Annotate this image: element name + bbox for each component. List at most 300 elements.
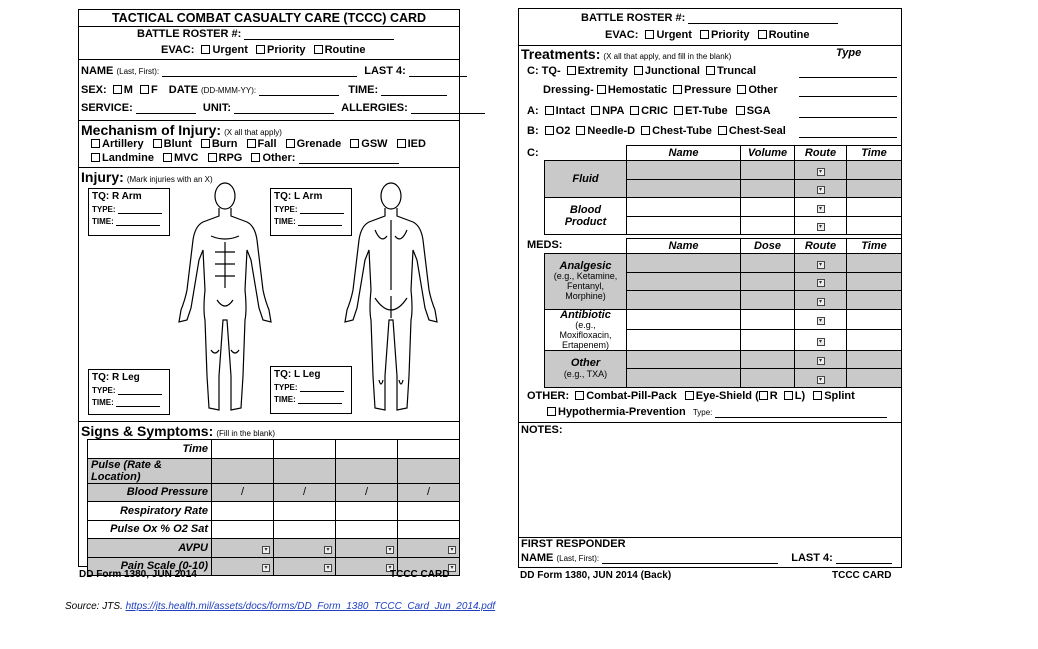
blood-row	[545, 198, 902, 217]
back-evac-routine-checkbox[interactable]	[758, 30, 767, 39]
eye-shield-l-checkbox[interactable]	[784, 391, 793, 400]
breathing-chest-seal-checkbox[interactable]	[718, 126, 727, 135]
fluid-route-select[interactable]	[795, 179, 847, 198]
vitals-cell[interactable]	[398, 458, 460, 483]
vitals-row-label: Pulse Ox % O2 Sat	[88, 520, 212, 539]
med-name-cell[interactable]	[627, 291, 741, 310]
med-dose-cell[interactable]	[741, 309, 795, 330]
allergies-label: ALLERGIES:	[341, 102, 408, 114]
sex-date-row	[81, 84, 447, 96]
tq-r-leg-time-field[interactable]	[116, 398, 160, 407]
blood-name-cell[interactable]	[627, 216, 741, 235]
blood-name-cell[interactable]	[627, 198, 741, 217]
airway-cric-checkbox[interactable]	[630, 106, 639, 115]
sex-label: SEX:	[81, 84, 107, 96]
back-evac-priority-label: Priority	[711, 29, 750, 41]
breathing-label: B:	[527, 125, 539, 137]
med-dose-cell[interactable]	[741, 272, 795, 291]
fluid-header-name: Name	[627, 146, 741, 161]
vitals-table	[87, 439, 460, 576]
back-evac-routine-label: Routine	[768, 29, 810, 41]
fluid-route-select[interactable]	[795, 161, 847, 180]
vitals-avpu-row	[88, 539, 460, 558]
vitals-cell[interactable]	[274, 440, 336, 459]
med-route-select[interactable]	[795, 330, 847, 351]
treatments-heading	[521, 46, 731, 62]
battle-roster-label: BATTLE ROSTER #:	[137, 28, 242, 40]
med-name-cell[interactable]	[627, 330, 741, 351]
service-row	[81, 102, 485, 114]
dropdown-arrow-icon: ▾	[817, 338, 825, 346]
eye-shield-r-checkbox[interactable]	[759, 391, 768, 400]
med-dose-cell[interactable]	[741, 291, 795, 310]
unit-label: UNIT:	[202, 102, 231, 114]
blood-time-cell[interactable]	[847, 216, 902, 235]
blood-product-label: Blood Product	[545, 198, 627, 235]
avpu-select[interactable]	[336, 539, 398, 558]
vitals-cell[interactable]	[336, 458, 398, 483]
dressing-hemostatic-checkbox[interactable]	[597, 85, 606, 94]
tq-truncal-checkbox[interactable]	[706, 66, 715, 75]
tq-l-arm-type-field[interactable]	[300, 205, 344, 214]
bp-cell[interactable]: /	[212, 483, 274, 502]
c-tq-type-field[interactable]	[799, 67, 897, 78]
vitals-cell[interactable]	[336, 502, 398, 521]
moi-grenade-checkbox[interactable]	[286, 139, 295, 148]
breathing-needle-d-checkbox[interactable]	[576, 126, 585, 135]
sex-m-checkbox[interactable]	[113, 85, 122, 94]
dropdown-arrow-icon: ▾	[448, 564, 456, 572]
antibiotic-row	[545, 309, 902, 330]
vitals-bp-row	[88, 483, 460, 502]
fluid-header-volume: Volume	[741, 146, 795, 161]
c-tq-row	[527, 65, 756, 77]
med-name-cell[interactable]	[627, 369, 741, 388]
dressing-type-field[interactable]	[799, 86, 897, 97]
vitals-row-label: Pain Scale (0-10)	[88, 557, 212, 576]
airway-sga-checkbox[interactable]	[736, 106, 745, 115]
analgesic-row	[545, 254, 902, 273]
meds-header-row	[545, 239, 902, 254]
evac-urgent-label: Urgent	[212, 44, 248, 56]
blood-time-cell[interactable]	[847, 198, 902, 217]
source-citation	[65, 601, 495, 612]
tq-r-arm-time-label: TIME:	[92, 217, 114, 226]
fr-last4-field[interactable]	[836, 553, 892, 564]
pain-select[interactable]	[212, 557, 274, 576]
moi-fall-label: Fall	[257, 138, 277, 150]
airway-intact-checkbox[interactable]	[545, 106, 554, 115]
evac-routine-label: Routine	[324, 44, 366, 56]
tq-l-leg-box	[270, 366, 352, 414]
dressing-other-checkbox[interactable]	[737, 85, 746, 94]
moi-ied-checkbox[interactable]	[397, 139, 406, 148]
meds-header-time: Time	[847, 239, 902, 254]
back-battle-roster-field[interactable]	[688, 13, 838, 24]
vitals-cell[interactable]	[212, 520, 274, 539]
airway-et-tube-label: ET-Tube	[685, 105, 728, 117]
vitals-row-label: Pulse (Rate & Location)	[88, 458, 212, 483]
med-time-cell[interactable]	[847, 272, 902, 291]
fr-last4-label: LAST 4:	[791, 552, 833, 564]
dropdown-arrow-icon: ▾	[817, 261, 825, 269]
vitals-cell[interactable]	[212, 502, 274, 521]
vitals-row-label: Respiratory Rate	[88, 502, 212, 521]
fluid-label: Fluid	[545, 161, 627, 198]
airway-row	[527, 105, 771, 117]
med-route-select[interactable]	[795, 254, 847, 273]
blood-route-select[interactable]	[795, 216, 847, 235]
tq-l-arm-time-label: TIME:	[274, 217, 296, 226]
injury-label: Injury:	[81, 169, 124, 185]
antibiotic-cell	[545, 309, 627, 350]
last4-field[interactable]	[409, 66, 467, 77]
first-responder-label: FIRST RESPONDER	[521, 538, 626, 550]
injury-hint: (Mark injuries with an X)	[126, 175, 213, 184]
back-evac-urgent-label: Urgent	[656, 29, 692, 41]
front-footer-left: DD Form 1380, JUN 2014	[79, 569, 197, 580]
moi-artillery-checkbox[interactable]	[91, 139, 100, 148]
notes-area[interactable]	[521, 439, 899, 535]
evac-row	[161, 44, 366, 56]
back-evac-label: EVAC:	[605, 29, 639, 41]
airway-type-field[interactable]	[799, 107, 897, 118]
back-footer-left: DD Form 1380, JUN 2014 (Back)	[520, 570, 672, 581]
name-field[interactable]	[162, 66, 357, 77]
allergies-field[interactable]	[411, 103, 485, 114]
eye-shield-checkbox[interactable]	[685, 391, 694, 400]
med-time-cell[interactable]	[847, 350, 902, 369]
evac-priority-label: Priority	[267, 44, 306, 56]
moi-mvc-checkbox[interactable]	[163, 153, 172, 162]
vitals-spo2-row	[88, 520, 460, 539]
blood-volume-cell[interactable]	[741, 198, 795, 217]
fr-name-label: NAME	[521, 552, 554, 564]
airway-npa-label: NPA	[602, 105, 625, 117]
med-time-cell[interactable]	[847, 330, 902, 351]
fluid-volume-cell[interactable]	[741, 179, 795, 198]
moi-blunt-label: Blunt	[163, 138, 192, 150]
med-name-cell[interactable]	[627, 254, 741, 273]
tccc-card-front	[78, 9, 460, 573]
med-time-cell[interactable]	[847, 309, 902, 330]
moi-rpg-label: RPG	[218, 152, 243, 164]
avpu-select[interactable]	[398, 539, 460, 558]
evac-routine-checkbox[interactable]	[314, 45, 323, 54]
breathing-o2-label: O2	[555, 125, 571, 137]
back-evac-urgent-checkbox[interactable]	[645, 30, 654, 39]
vitals-pulse-row	[88, 458, 460, 483]
airway-intact-label: Intact	[555, 105, 586, 117]
fluid-name-cell[interactable]	[627, 179, 741, 198]
sex-f-label: F	[150, 84, 158, 96]
moi-other-label: Other:	[262, 152, 296, 164]
breathing-o2-checkbox[interactable]	[545, 126, 554, 135]
vitals-cell[interactable]	[274, 520, 336, 539]
dressing-pressure-checkbox[interactable]	[673, 85, 682, 94]
vitals-cell[interactable]	[274, 458, 336, 483]
dropdown-arrow-icon: ▾	[817, 376, 825, 384]
tq-r-leg-time-label: TIME:	[92, 398, 114, 407]
service-field[interactable]	[136, 103, 196, 114]
first-responder-row	[521, 552, 892, 564]
eye-shield-label: Eye-Shield (	[695, 390, 759, 402]
blood-route-select[interactable]	[795, 198, 847, 217]
tq-junctional-checkbox[interactable]	[634, 66, 643, 75]
source-link[interactable]: https://jts.health.mil/assets/docs/forms/DD_Form_1380_TCCC_Card_Jun_2014.pdf	[125, 601, 496, 612]
vitals-time-row	[88, 440, 460, 459]
moi-gsw-label: GSW	[361, 138, 388, 150]
card-title: TACTICAL COMBAT CASUALTY CARE (TCCC) CARD	[111, 11, 427, 25]
tq-r-arm-box	[88, 188, 170, 236]
fluid-row	[545, 161, 902, 180]
dressing-hemostatic-label: Hemostatic	[607, 84, 668, 96]
vitals-cell[interactable]	[274, 502, 336, 521]
tq-l-arm-label: TQ: L Arm	[274, 191, 323, 202]
vitals-row-label: AVPU	[88, 539, 212, 558]
hypothermia-type-label: Type:	[692, 408, 713, 417]
source-prefix: Source: JTS.	[65, 601, 126, 612]
moi-row-2	[91, 152, 399, 164]
tq-l-arm-box	[270, 188, 352, 236]
name-label: NAME	[81, 65, 114, 77]
name-hint: (Last, First):	[116, 67, 160, 76]
meds-header-name: Name	[627, 239, 741, 254]
med-route-select[interactable]	[795, 350, 847, 369]
moi-gsw-checkbox[interactable]	[350, 139, 359, 148]
date-hint: (DD-MMM-YY):	[200, 86, 257, 95]
moi-heading	[81, 122, 282, 138]
dropdown-arrow-icon: ▾	[324, 546, 332, 554]
moi-rpg-checkbox[interactable]	[208, 153, 217, 162]
tq-r-leg-type-label: TYPE:	[92, 386, 116, 395]
dropdown-arrow-icon: ▾	[817, 317, 825, 325]
bp-cell[interactable]: /	[274, 483, 336, 502]
moi-row-1	[91, 138, 426, 150]
vitals-cell[interactable]	[398, 520, 460, 539]
tq-l-leg-label: TQ: L Leg	[274, 369, 321, 380]
body-back-diagram[interactable]	[341, 180, 441, 420]
splint-checkbox[interactable]	[813, 391, 822, 400]
tq-l-leg-type-field[interactable]	[300, 383, 344, 392]
fluid-header-row	[545, 146, 902, 161]
front-footer-right: TCCC CARD	[390, 569, 450, 580]
unit-field[interactable]	[234, 103, 334, 114]
tq-l-leg-time-label: TIME:	[274, 395, 296, 404]
airway-npa-checkbox[interactable]	[591, 106, 600, 115]
breathing-type-field[interactable]	[799, 127, 897, 138]
meds-label: MEDS:	[527, 239, 563, 251]
moi-burn-checkbox[interactable]	[201, 139, 210, 148]
vitals-cell[interactable]	[212, 458, 274, 483]
treatments-label: Treatments:	[521, 46, 601, 62]
dropdown-arrow-icon: ▾	[386, 546, 394, 554]
time-field[interactable]	[381, 85, 447, 96]
name-row	[81, 65, 467, 77]
moi-ied-label: IED	[407, 138, 426, 150]
vitals-cell[interactable]	[336, 520, 398, 539]
med-dose-cell[interactable]	[741, 254, 795, 273]
moi-grenade-label: Grenade	[296, 138, 342, 150]
fr-name-field[interactable]	[602, 553, 778, 564]
tq-junctional-label: Junctional	[644, 65, 700, 77]
last4-label: LAST 4:	[364, 65, 406, 77]
dropdown-arrow-icon: ▾	[817, 223, 825, 231]
hypothermia-label: Hypothermia-Prevention	[558, 406, 686, 418]
tq-r-leg-type-field[interactable]	[118, 386, 162, 395]
vitals-cell[interactable]	[212, 440, 274, 459]
fluid-time-cell[interactable]	[847, 161, 902, 180]
fluid-name-cell[interactable]	[627, 161, 741, 180]
dropdown-arrow-icon: ▾	[817, 357, 825, 365]
vitals-cell[interactable]	[398, 440, 460, 459]
other-med-label: Other	[570, 356, 601, 369]
breathing-chest-seal-label: Chest-Seal	[728, 125, 786, 137]
tq-r-arm-type-field[interactable]	[118, 205, 162, 214]
other-treatments-label: OTHER:	[527, 390, 570, 402]
fluid-time-cell[interactable]	[847, 179, 902, 198]
med-time-cell[interactable]	[847, 254, 902, 273]
analgesic-cell	[545, 254, 627, 310]
dropdown-arrow-icon: ▾	[817, 205, 825, 213]
analgesic-label: Analgesic	[559, 260, 612, 273]
fluid-volume-cell[interactable]	[741, 161, 795, 180]
tq-l-leg-time-field[interactable]	[298, 395, 342, 404]
moi-landmine-checkbox[interactable]	[91, 153, 100, 162]
other-med-examples: (e.g., TXA)	[563, 368, 608, 379]
meds-table	[544, 238, 902, 388]
body-front-diagram[interactable]	[175, 180, 275, 420]
battle-roster-row	[137, 28, 394, 40]
tq-r-leg-box	[88, 369, 170, 415]
tq-extremity-label: Extremity	[577, 65, 628, 77]
vitals-row-label: Time	[88, 440, 212, 459]
breathing-row	[527, 125, 786, 137]
evac-label: EVAC:	[161, 44, 195, 56]
moi-burn-label: Burn	[211, 138, 238, 150]
back-evac-row	[605, 29, 810, 41]
sex-f-checkbox[interactable]	[140, 85, 149, 94]
med-name-cell[interactable]	[627, 309, 741, 330]
moi-fall-checkbox[interactable]	[247, 139, 256, 148]
moi-label: Mechanism of Injury:	[81, 122, 222, 138]
evac-priority-checkbox[interactable]	[256, 45, 265, 54]
eye-shield-l-label: L)	[794, 390, 806, 402]
vitals-row-label: Blood Pressure	[88, 483, 212, 502]
tq-l-arm-time-field[interactable]	[298, 217, 342, 226]
tq-extremity-checkbox[interactable]	[567, 66, 576, 75]
tq-r-leg-label: TQ: R Leg	[92, 372, 140, 383]
dropdown-arrow-icon: ▾	[817, 186, 825, 194]
meds-header-route: Route	[795, 239, 847, 254]
dropdown-arrow-icon: ▾	[386, 564, 394, 572]
airway-cric-label: CRIC	[641, 105, 669, 117]
bp-cell[interactable]: /	[398, 483, 460, 502]
hypothermia-checkbox[interactable]	[547, 407, 556, 416]
med-time-cell[interactable]	[847, 369, 902, 388]
dropdown-arrow-icon: ▾	[448, 546, 456, 554]
evac-urgent-checkbox[interactable]	[201, 45, 210, 54]
dressing-other-label: Other	[748, 84, 778, 96]
service-label: SERVICE:	[81, 102, 133, 114]
med-dose-cell[interactable]	[741, 369, 795, 388]
splint-label: Splint	[824, 390, 855, 402]
avpu-select[interactable]	[274, 539, 336, 558]
tccc-card-back	[518, 8, 902, 568]
med-dose-cell[interactable]	[741, 350, 795, 369]
vitals-cell[interactable]	[336, 440, 398, 459]
dropdown-arrow-icon: ▾	[324, 564, 332, 572]
tq-r-arm-label: TQ: R Arm	[92, 191, 142, 202]
other-treatments-row	[527, 390, 855, 402]
antibiotic-label: Antibiotic	[560, 308, 611, 321]
moi-landmine-label: Landmine	[102, 152, 154, 164]
dropdown-arrow-icon: ▾	[262, 564, 270, 572]
combat-pill-pack-checkbox[interactable]	[575, 391, 584, 400]
tq-r-arm-type-label: TYPE:	[92, 205, 116, 214]
moi-other-field[interactable]	[299, 153, 399, 164]
moi-blunt-checkbox[interactable]	[153, 139, 162, 148]
pain-select[interactable]	[336, 557, 398, 576]
back-battle-roster-label: BATTLE ROSTER #:	[581, 12, 686, 24]
med-route-select[interactable]	[795, 291, 847, 310]
med-name-cell[interactable]	[627, 350, 741, 369]
dressing-label: Dressing-	[543, 84, 594, 96]
back-evac-priority-checkbox[interactable]	[700, 30, 709, 39]
dropdown-arrow-icon: ▾	[817, 168, 825, 176]
notes-label: NOTES:	[521, 424, 563, 436]
meds-header-dose: Dose	[741, 239, 795, 254]
other-med-row	[545, 350, 902, 369]
hypothermia-type-field[interactable]	[715, 407, 887, 418]
med-time-cell[interactable]	[847, 291, 902, 310]
vitals-cell[interactable]	[398, 502, 460, 521]
antibiotic-examples: (e.g., Moxifloxacin, Ertapenem)	[559, 319, 612, 350]
circulation-label: C:	[527, 147, 539, 159]
dressing-row	[543, 84, 778, 96]
med-name-cell[interactable]	[627, 272, 741, 291]
type-header: Type	[836, 47, 862, 59]
fluid-header-time: Time	[847, 146, 902, 161]
date-field[interactable]	[259, 85, 339, 96]
dropdown-arrow-icon: ▾	[817, 298, 825, 306]
tq-r-arm-time-field[interactable]	[116, 217, 160, 226]
other-med-cell	[545, 350, 627, 387]
airway-et-tube-checkbox[interactable]	[674, 106, 683, 115]
pain-select[interactable]	[274, 557, 336, 576]
treatments-hint: (X all that apply, and fill in the blank)	[603, 52, 732, 61]
moi-mvc-label: MVC	[174, 152, 199, 164]
tq-l-arm-type-label: TYPE:	[274, 205, 298, 214]
breathing-needle-d-label: Needle-D	[587, 125, 636, 137]
hypothermia-row	[547, 406, 887, 418]
med-route-select[interactable]	[795, 272, 847, 291]
breathing-chest-tube-checkbox[interactable]	[641, 126, 650, 135]
moi-other-checkbox[interactable]	[251, 153, 260, 162]
med-route-select[interactable]	[795, 369, 847, 388]
dropdown-arrow-icon: ▾	[262, 546, 270, 554]
med-route-select[interactable]	[795, 309, 847, 330]
sex-m-label: M	[123, 84, 133, 96]
breathing-chest-tube-label: Chest-Tube	[652, 125, 712, 137]
bp-cell[interactable]: /	[336, 483, 398, 502]
airway-label: A:	[527, 105, 539, 117]
avpu-select[interactable]	[212, 539, 274, 558]
med-dose-cell[interactable]	[741, 330, 795, 351]
eye-shield-r-label: R	[769, 390, 778, 402]
battle-roster-field[interactable]	[244, 29, 394, 40]
blood-volume-cell[interactable]	[741, 216, 795, 235]
